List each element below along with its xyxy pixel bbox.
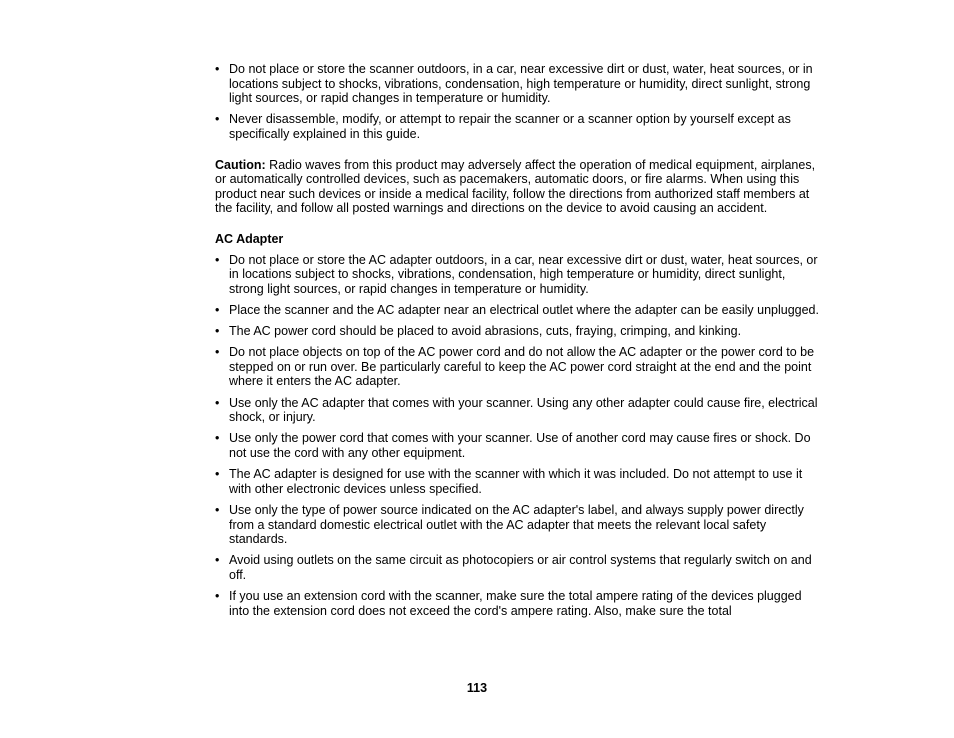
ac-adapter-list xyxy=(215,253,821,619)
page-content xyxy=(215,62,821,625)
list-item: • Avoid using outlets on the same circuit as photocopiers or air control systems that regularly switch on and off. xyxy=(215,553,821,582)
list-item: • Use only the AC adapter that comes with your scanner. Using any other adapter could cause fire, electrical shock, or injury. xyxy=(215,396,821,425)
caution-note xyxy=(215,158,821,216)
section-heading-ac-adapter: AC Adapter xyxy=(215,231,284,246)
list-item: • The AC power cord should be placed to avoid abrasions, cuts, fraying, crimping, and kinking. xyxy=(215,324,821,339)
list-item: • If you use an extension cord with the scanner, make sure the total ampere rating of the devices plugged into the extension cord does not exceed the cord's ampere rating. Also, make sure the total xyxy=(215,589,821,618)
list-item: • Use only the power cord that comes with your scanner. Use of another cord may cause fires or shock. Do not use the cord with any other equipment. xyxy=(215,431,821,460)
list-item: • Do not place or store the scanner outdoors, in a car, near excessive dirt or dust, water, heat sources, or in locations subject to shocks, vibrations, condensation, high temperature or humidity, direct sunlight, strong light sources, or rapid changes in temperature or humidity. xyxy=(215,62,821,106)
list-item: • The AC adapter is designed for use with the scanner with which it was included. Do not attempt to use it with other electronic devices unless specified. xyxy=(215,467,821,496)
list-item: • Do not place or store the AC adapter outdoors, in a car, near excessive dirt or dust, water, heat sources, or in locations subject to shocks, vibrations, condensation, high temperature or humidity, direct sunlight, strong light sources, or rapid changes in temperature or humidity. xyxy=(215,253,821,297)
caution-text: Radio waves from this product may adversely affect the operation of medical equipment, airplanes, or automatically controlled devices, such as pacemakers, automatic doors, or fire alarms. When using this product near such devices or inside a medical facility, follow the directions from authorized staff members at the facility, and follow all posted warnings and directions on the device to avoid causing an accident. xyxy=(215,157,816,216)
page-number: 113 xyxy=(466,681,488,695)
list-item: • Place the scanner and the AC adapter near an electrical outlet where the adapter can be easily unplugged. xyxy=(215,303,821,318)
caution-label: Caution: xyxy=(215,157,266,172)
list-item: • Do not place objects on top of the AC power cord and do not allow the AC adapter or the power cord to be stepped on or run over. Be particularly careful to keep the AC power cord straight at the end and the point where it enters the AC adapter. xyxy=(215,345,821,389)
list-item: • Use only the type of power source indicated on the AC adapter's label, and always supply power directly from a standard domestic electrical outlet with the AC adapter that meets the relevant local safety standards. xyxy=(215,503,821,547)
scanner-safety-list xyxy=(215,62,821,142)
list-item: • Never disassemble, modify, or attempt to repair the scanner or a scanner option by yourself except as specifically explained in this guide. xyxy=(215,112,821,141)
